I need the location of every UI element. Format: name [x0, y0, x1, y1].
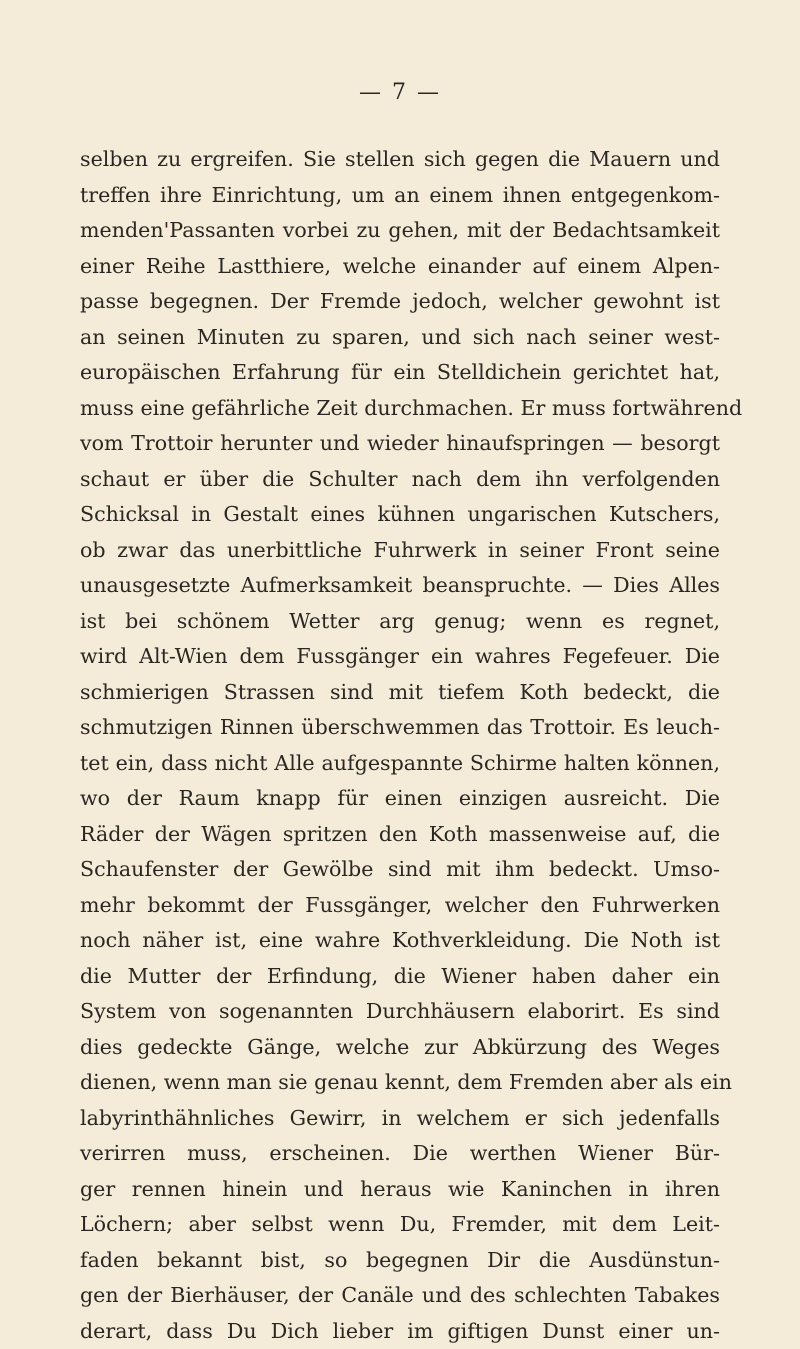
- text-line: Schicksal in Gestalt eines kühnen ungarischen Kutschers,: [80, 497, 720, 533]
- text-line: vom Trottoir herunter und wieder hinaufspringen — besorgt: [80, 426, 720, 462]
- text-line: labyrinthähnliches Gewirr, in welchem er sich jedenfalls: [80, 1101, 720, 1137]
- text-line: derart, dass Du Dich lieber im giftigen Dunst einer un-: [80, 1314, 720, 1349]
- text-line: verirren muss, erscheinen. Die werthen Wiener Bür-: [80, 1136, 720, 1172]
- text-line: tet ein, dass nicht Alle aufgespannte Schirme halten können,: [80, 746, 720, 782]
- text-line: die Mutter der Erfindung, die Wiener haben daher ein: [80, 959, 720, 995]
- text-line: Schaufenster der Gewölbe sind mit ihm bedeckt. Umso-: [80, 852, 720, 888]
- text-line: europäischen Erfahrung für ein Stelldichein gerichtet hat,: [80, 355, 720, 391]
- text-line: faden bekannt bist, so begegnen Dir die Ausdünstun-: [80, 1243, 720, 1279]
- text-line: wo der Raum knapp für einen einzigen ausreicht. Die: [80, 781, 720, 817]
- text-line: wird Alt-Wien dem Fussgänger ein wahres Fegefeuer. Die: [80, 639, 720, 675]
- text-line: menden'Passanten vorbei zu gehen, mit der Bedachtsamkeit: [80, 213, 720, 249]
- text-line: selben zu ergreifen. Sie stellen sich gegen die Mauern und: [80, 142, 720, 178]
- text-line: System von sogenannten Durchhäusern elaborirt. Es sind: [80, 994, 720, 1030]
- text-line: an seinen Minuten zu sparen, und sich nach seiner west-: [80, 320, 720, 356]
- page-number: — 7 —: [0, 80, 800, 105]
- text-line: mehr bekommt der Fussgänger, welcher den Fuhrwerken: [80, 888, 720, 924]
- body-text: [80, 142, 720, 1349]
- text-line: ist bei schönem Wetter arg genug; wenn es regnet,: [80, 604, 720, 640]
- text-line: schaut er über die Schulter nach dem ihn verfolgenden: [80, 462, 720, 498]
- text-line: Räder der Wägen spritzen den Koth massenweise auf, die: [80, 817, 720, 853]
- text-line: dienen, wenn man sie genau kennt, dem Fremden aber als ein: [80, 1065, 720, 1101]
- text-line: muss eine gefährliche Zeit durchmachen. Er muss fortwährend: [80, 391, 720, 427]
- text-line: Löchern; aber selbst wenn Du, Fremder, mit dem Leit-: [80, 1207, 720, 1243]
- text-line: ger rennen hinein und heraus wie Kaninchen in ihren: [80, 1172, 720, 1208]
- text-line: treffen ihre Einrichtung, um an einem ihnen entgegenkom-: [80, 178, 720, 214]
- text-line: noch näher ist, eine wahre Kothverkleidung. Die Noth ist: [80, 923, 720, 959]
- text-line: ob zwar das unerbittliche Fuhrwerk in seiner Front seine: [80, 533, 720, 569]
- text-line: schmutzigen Rinnen überschwemmen das Trottoir. Es leuch-: [80, 710, 720, 746]
- text-line: passe begegnen. Der Fremde jedoch, welcher gewohnt ist: [80, 284, 720, 320]
- text-line: schmierigen Strassen sind mit tiefem Koth bedeckt, die: [80, 675, 720, 711]
- text-line: gen der Bierhäuser, der Canäle und des schlechten Tabakes: [80, 1278, 720, 1314]
- text-line: einer Reihe Lastthiere, welche einander auf einem Alpen-: [80, 249, 720, 285]
- text-line: unausgesetzte Aufmerksamkeit beanspruchte. — Dies Alles: [80, 568, 720, 604]
- text-line: dies gedeckte Gänge, welche zur Abkürzung des Weges: [80, 1030, 720, 1066]
